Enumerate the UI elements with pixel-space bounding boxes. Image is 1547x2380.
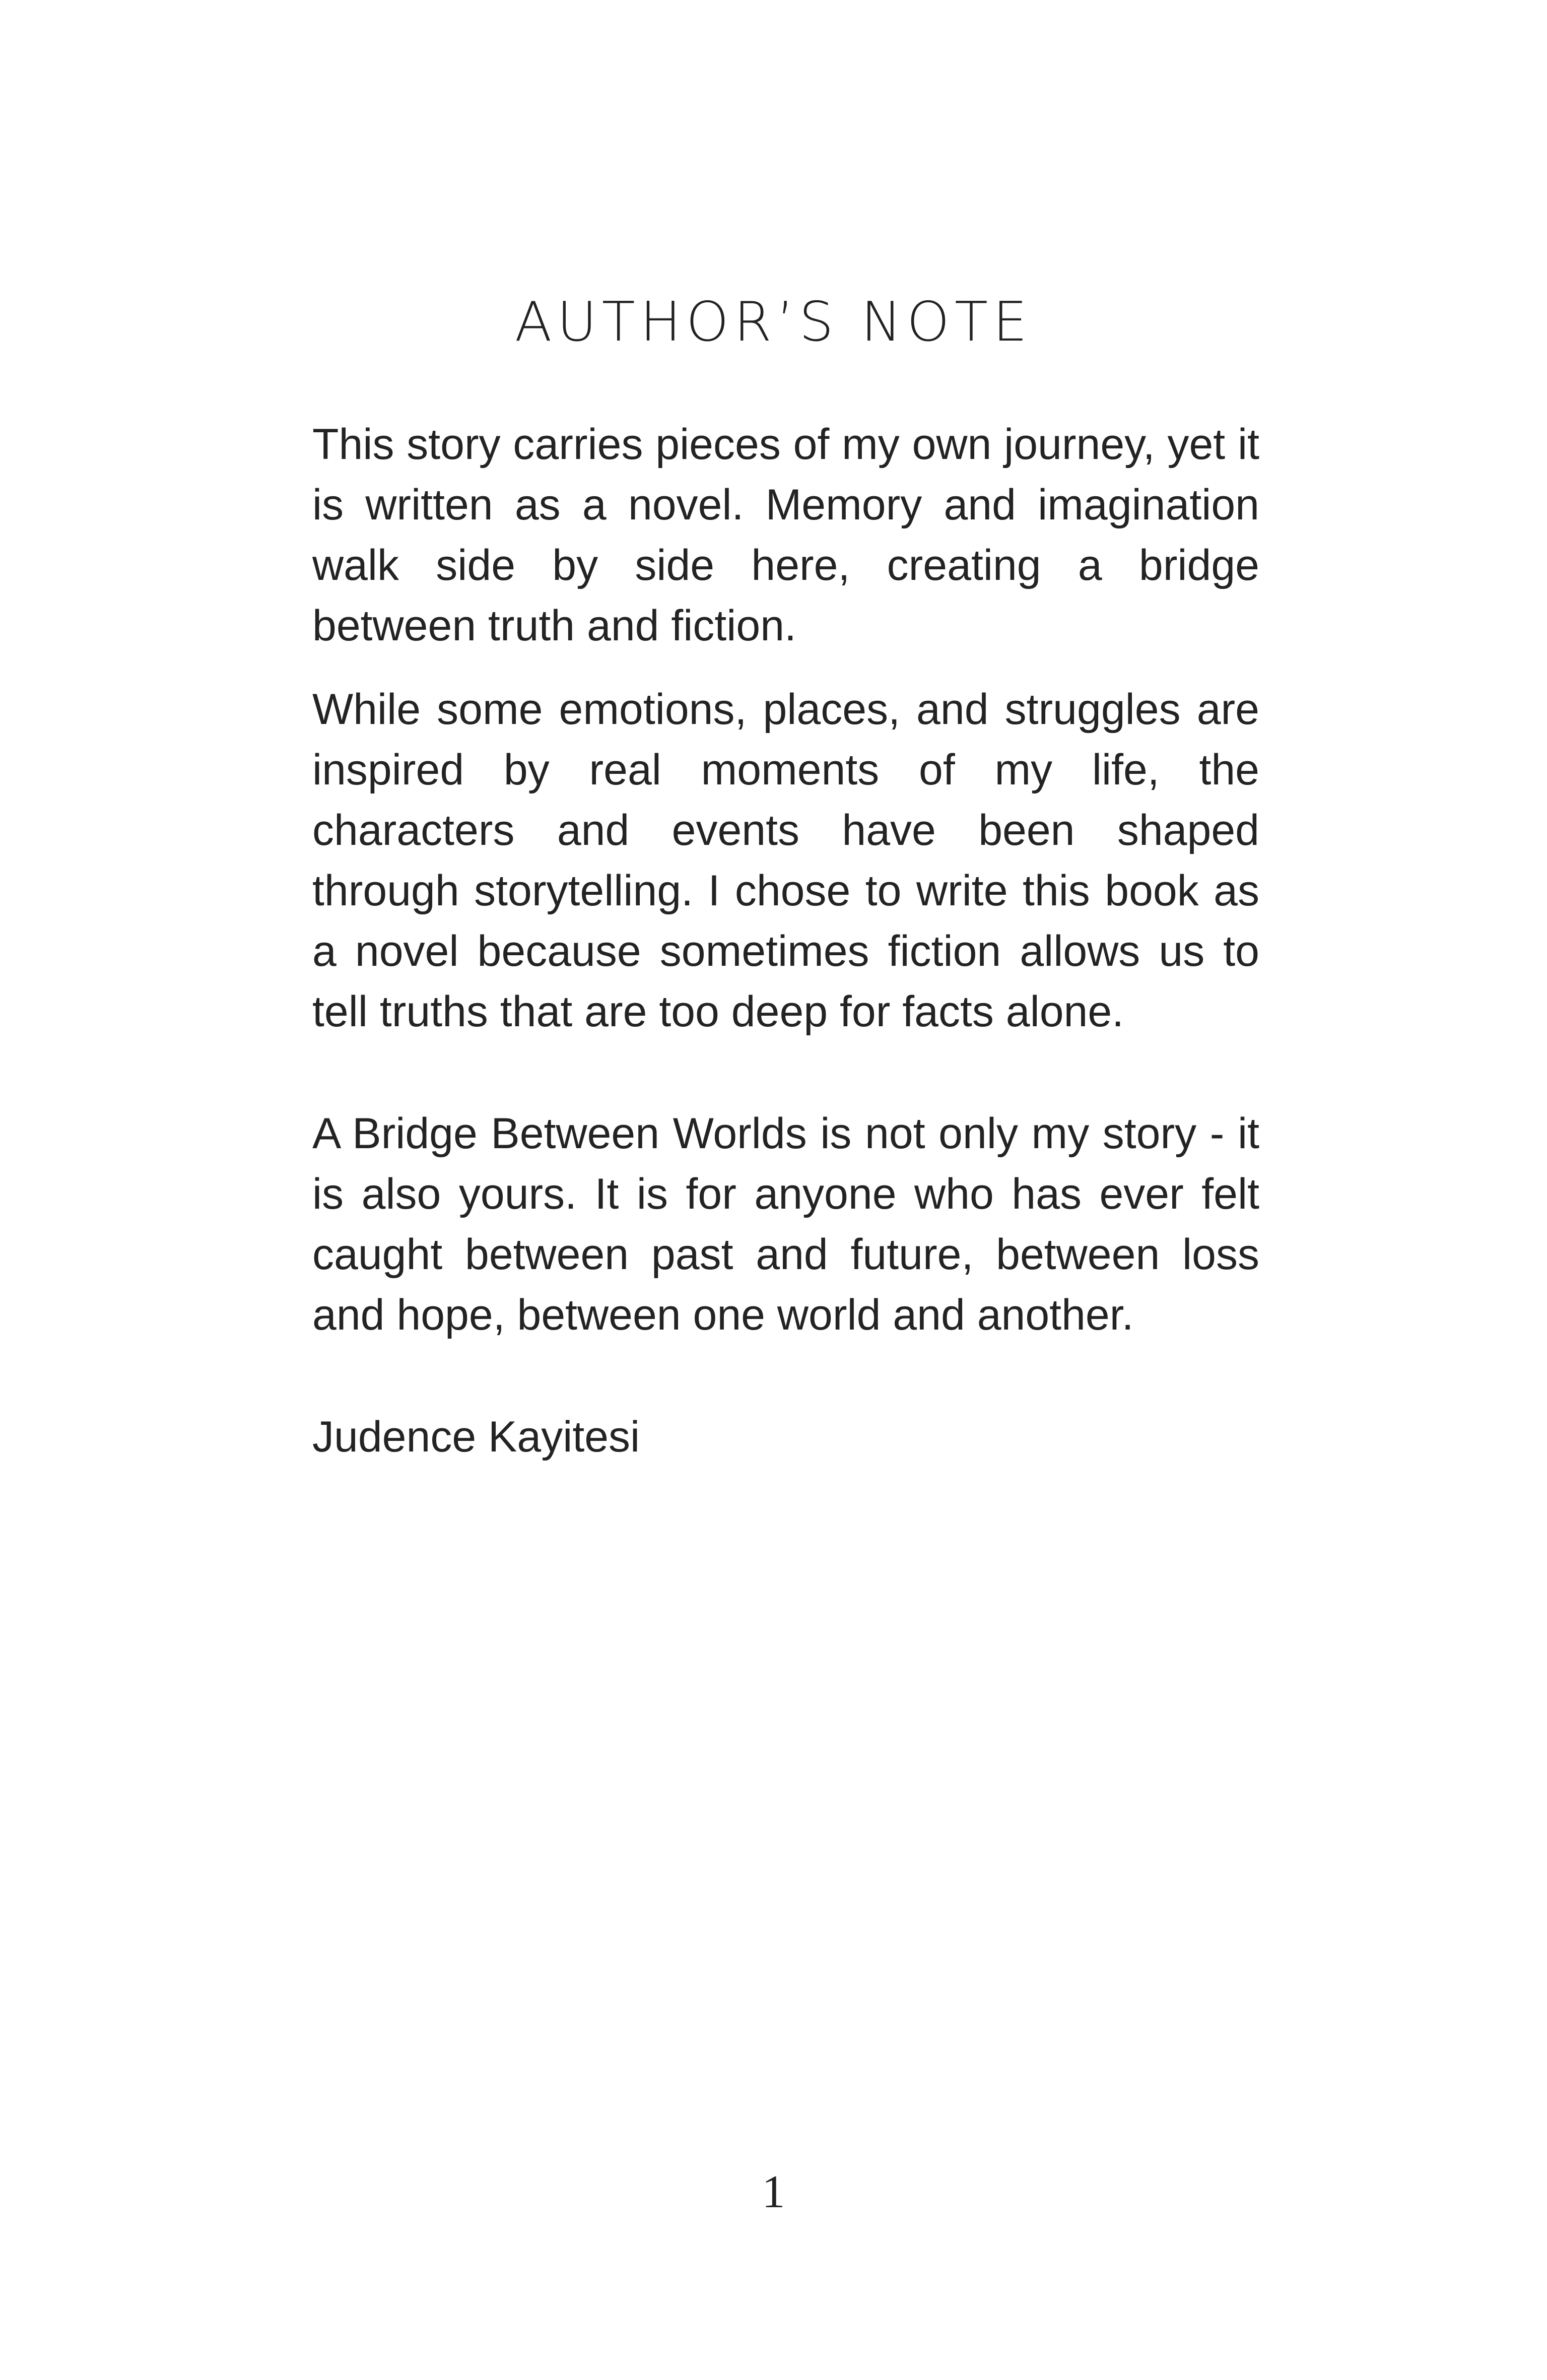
author-signature: Judence Kayitesi	[312, 1413, 640, 1461]
paragraph-1: This story carries pieces of my own journey, yet it is written as a novel. Memory and imagination walk side by side here, creating a bridge between truth and fiction.	[312, 420, 1259, 650]
page-title: AUTHOR’S NOTE	[514, 291, 1033, 354]
paragraph-3: A Bridge Between Worlds is not only my story - it is also yours. It is for anyone who has ever felt caught between past and future, between loss and hope, between one world and another.	[312, 1109, 1259, 1339]
paragraph-2: While some emotions, places, and struggles are inspired by real moments of my life, the characters and events have been shaped through storytelling. I chose to write this book as a novel because sometimes fiction allows us to tell truths that are too deep for facts alone.	[312, 685, 1259, 1036]
page-number: 1	[762, 2166, 785, 2217]
